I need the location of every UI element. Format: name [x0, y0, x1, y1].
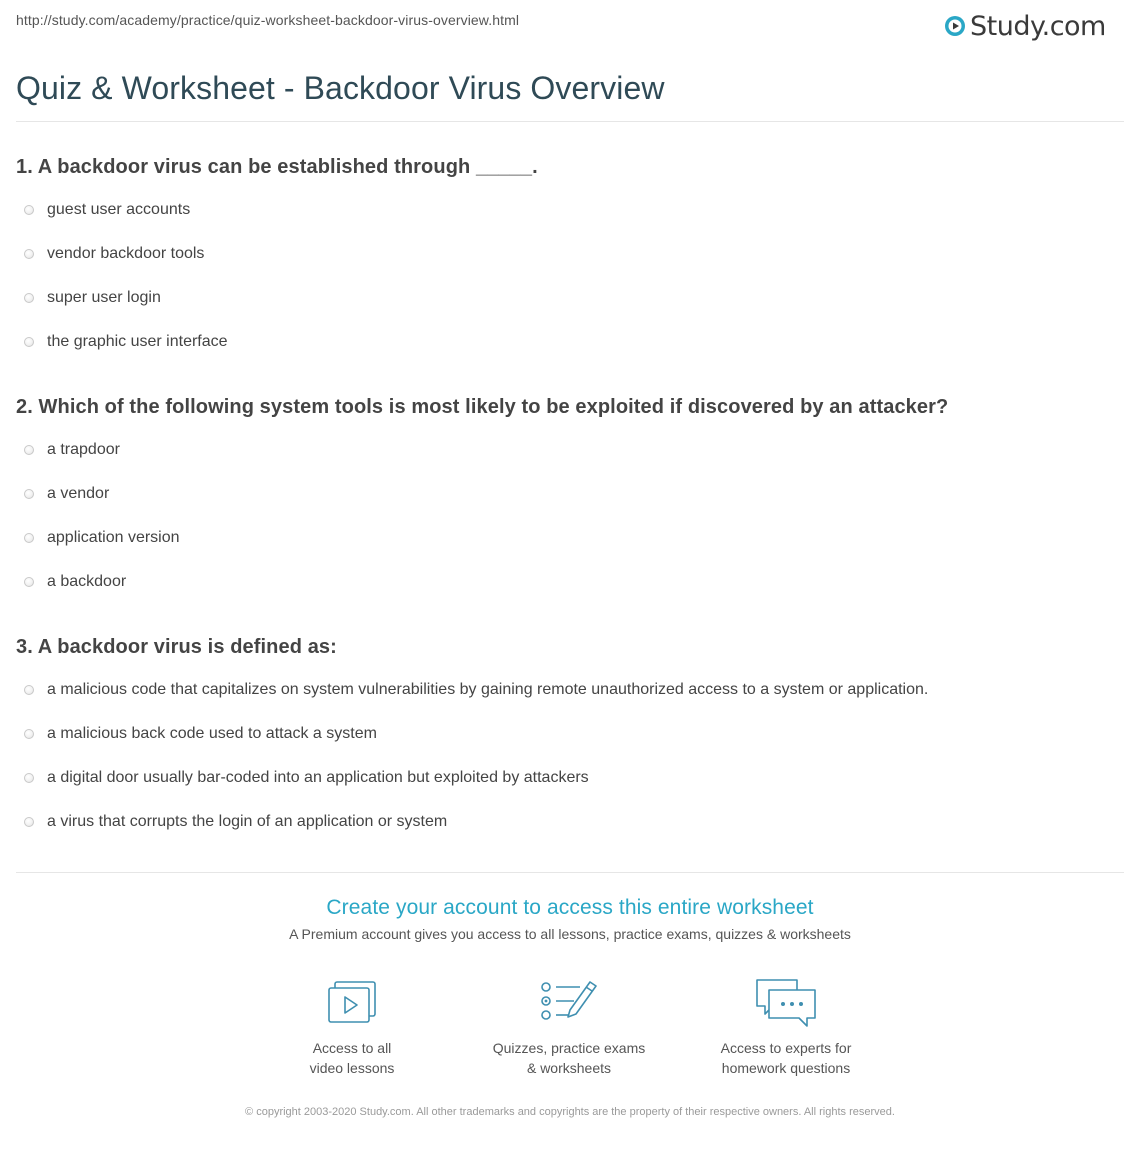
answer-option[interactable]	[16, 800, 1116, 844]
answer-options	[16, 428, 1116, 604]
feature-label-line: Quizzes, practice exams	[492, 1040, 646, 1056]
question-text: 3. A backdoor virus is defined as:	[16, 636, 337, 658]
radio-button[interactable]	[24, 729, 34, 739]
answer-options	[16, 668, 1116, 844]
radio-button[interactable]	[24, 489, 34, 499]
radio-button[interactable]	[24, 773, 34, 783]
feature-video-lessons	[252, 976, 452, 1078]
feature-quizzes	[469, 976, 669, 1078]
answer-option[interactable]	[16, 516, 1116, 560]
option-label: application version	[47, 529, 180, 546]
feature-label	[469, 1038, 669, 1078]
chat-bubbles-icon	[751, 976, 821, 1032]
feature-label-line: & worksheets	[526, 1060, 612, 1076]
quiz-checklist-icon	[534, 976, 604, 1032]
cta-subtitle: A Premium account gives you access to all lessons, practice exams, quizzes & worksheets	[289, 926, 851, 942]
study-logo[interactable]	[944, 6, 1106, 46]
answer-option[interactable]	[16, 560, 1116, 604]
radio-button[interactable]	[24, 293, 34, 303]
cta-divider	[16, 872, 1124, 873]
feature-label	[686, 1038, 886, 1078]
feature-experts	[686, 976, 886, 1078]
logo-text: Study.com	[970, 10, 1106, 42]
answer-option[interactable]	[16, 756, 1116, 800]
option-label: a malicious back code used to attack a system	[47, 725, 377, 742]
premium-features	[0, 974, 1140, 1084]
answer-options	[16, 188, 1116, 364]
feature-label-line: homework questions	[721, 1060, 851, 1076]
radio-button[interactable]	[24, 817, 34, 827]
question-text: 2. Which of the following system tools is most likely to be exploited if discovered by an attacker?	[16, 396, 949, 418]
answer-option[interactable]	[16, 712, 1116, 756]
answer-option[interactable]	[16, 428, 1116, 472]
question-1	[16, 154, 1116, 364]
option-label: super user login	[47, 289, 161, 306]
answer-option[interactable]	[16, 668, 1116, 712]
radio-button[interactable]	[24, 685, 34, 695]
feature-label-line: video lessons	[309, 1060, 395, 1076]
cta-title-link[interactable]: Create your account to access this entire worksheet	[326, 896, 814, 919]
option-label: the graphic user interface	[47, 333, 228, 350]
account-cta	[0, 896, 1140, 942]
option-label: guest user accounts	[47, 201, 191, 218]
copyright-footer: © copyright 2003-2020 Study.com. All other trademarks and copyrights are the property of their respective owners. All rights reserved.	[245, 1106, 895, 1118]
radio-button[interactable]	[24, 337, 34, 347]
feature-label-line: Access to experts for	[720, 1040, 852, 1056]
option-label: a digital door usually bar-coded into an application but exploited by attackers	[47, 769, 589, 786]
answer-option[interactable]	[16, 232, 1116, 276]
option-label: a vendor	[47, 485, 110, 502]
title-divider	[16, 121, 1124, 122]
question-3	[16, 634, 1116, 844]
video-lessons-icon	[317, 976, 387, 1032]
answer-option[interactable]	[16, 320, 1116, 364]
radio-button[interactable]	[24, 249, 34, 259]
option-label: a trapdoor	[47, 441, 120, 458]
answer-option[interactable]	[16, 276, 1116, 320]
play-circle-logo-icon	[944, 15, 966, 37]
option-label: a malicious code that capitalizes on system vulnerabilities by gaining remote unauthorized access to a system or application.	[47, 681, 929, 698]
answer-option[interactable]	[16, 472, 1116, 516]
radio-button[interactable]	[24, 577, 34, 587]
feature-label-line: Access to all	[312, 1040, 392, 1056]
answer-option[interactable]	[16, 188, 1116, 232]
page-title: Quiz & Worksheet - Backdoor Virus Overview	[16, 70, 665, 106]
question-2	[16, 394, 1116, 604]
question-text: 1. A backdoor virus can be established through _____.	[16, 156, 538, 178]
page-url: http://study.com/academy/practice/quiz-worksheet-backdoor-virus-overview.html	[16, 12, 520, 28]
feature-label	[252, 1038, 452, 1078]
option-label: a backdoor	[47, 573, 127, 590]
option-label: a virus that corrupts the login of an application or system	[47, 813, 448, 830]
option-label: vendor backdoor tools	[47, 245, 205, 262]
radio-button[interactable]	[24, 533, 34, 543]
radio-button[interactable]	[24, 445, 34, 455]
radio-button[interactable]	[24, 205, 34, 215]
